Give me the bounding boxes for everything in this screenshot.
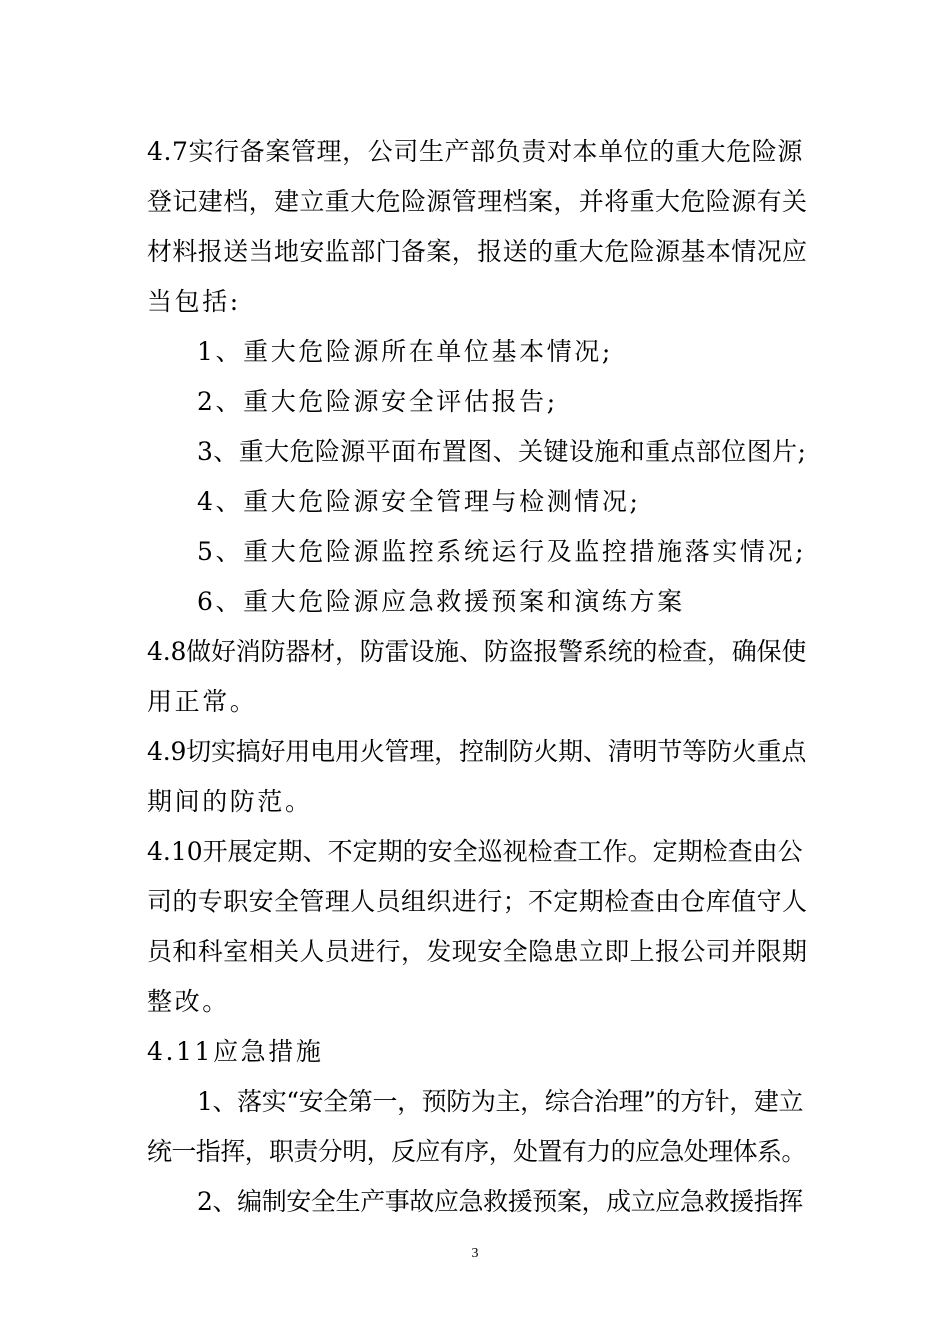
paragraph-4-7-line-1: 4.7实行备案管理，公司生产部负责对本单位的重大危险源 [147, 137, 803, 166]
paragraph-4-8-line-1: 4.8做好消防器材，防雷设施、防盗报警系统的检查，确保使 [147, 637, 807, 666]
paragraph-4-7-line-2: 登记建档，建立重大危险源管理档案，并将重大危险源有关 [147, 187, 808, 216]
page-number: 3 [471, 1246, 479, 1261]
list-item-6: 6、重大危险源应急救援预案和演练方案 [197, 587, 685, 616]
list-item-3: 3、重大危险源平面布置图、关键设施和重点部位图片; [197, 437, 807, 466]
paragraph-4-10-line-2: 司的专职安全管理人员组织进行；不定期检查由仓库值守人 [147, 887, 808, 916]
paragraph-4-10-line-4: 整改。 [147, 987, 230, 1016]
paragraph-4-8-line-2: 用正常。 [147, 687, 258, 716]
list-item-5: 5、重大危险源监控系统运行及监控措施落实情况; [197, 537, 807, 566]
paragraph-4-7-line-4: 当包括: [147, 287, 241, 316]
paragraph-4-10-line-1: 4.10开展定期、不定期的安全巡视检查工作。定期检查由公 [147, 837, 803, 866]
emergency-item-1-line-2: 统一指挥，职责分明，反应有序，处置有力的应急处理体系。 [147, 1137, 806, 1166]
paragraph-4-10-line-3: 员和科室相关人员进行，发现安全隐患立即上报公司并限期 [147, 937, 808, 966]
section-4-11-heading: 4.11应急措施 [147, 1037, 324, 1066]
list-item-2: 2、重大危险源安全评估报告; [197, 387, 558, 416]
paragraph-4-7-line-3: 材料报送当地安监部门备案，报送的重大危险源基本情况应 [147, 237, 808, 266]
paragraph-4-9-line-1: 4.9切实搞好用电用火管理，控制防火期、清明节等防火重点 [147, 737, 807, 766]
emergency-item-2-line-1: 2、编制安全生产事故应急救援预案，成立应急救援指挥 [197, 1187, 803, 1216]
list-item-1: 1、重大危险源所在单位基本情况; [197, 337, 613, 366]
paragraph-4-9-line-2: 期间的防范。 [147, 787, 313, 816]
emergency-item-1-line-1: 1、落实“安全第一，预防为主，综合治理”的方针，建立 [197, 1087, 804, 1116]
list-item-4: 4、重大危险源安全管理与检测情况; [197, 487, 641, 516]
